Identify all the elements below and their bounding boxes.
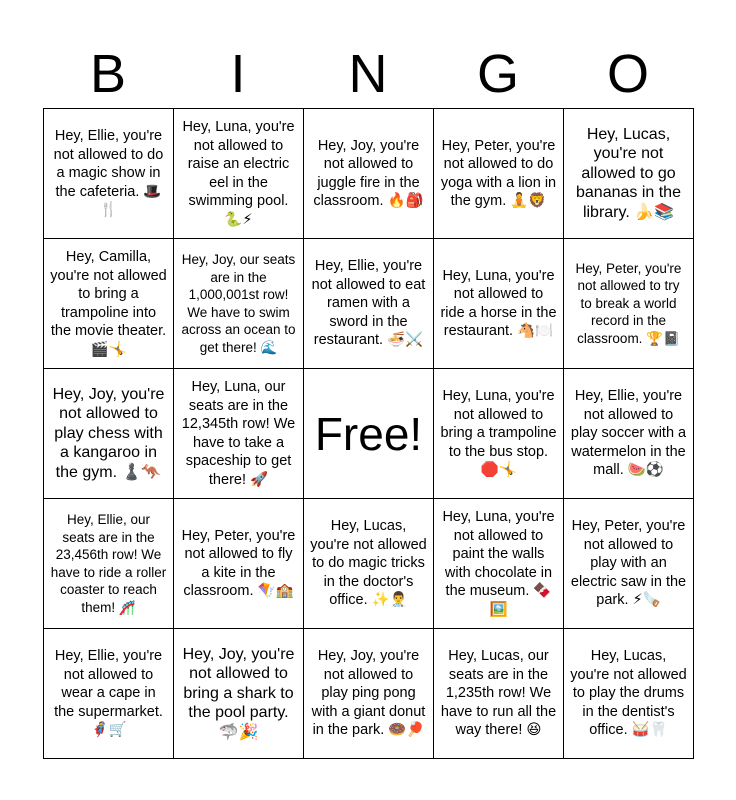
- bingo-cell[interactable]: Hey, Ellie, you're not allowed to do a magic show in the cafeteria. 🎩🍴: [44, 109, 174, 239]
- bingo-cell[interactable]: Hey, Ellie, you're not allowed to eat ramen with a sword in the restaurant. 🍜⚔️: [304, 239, 434, 369]
- bingo-row: [44, 109, 694, 239]
- bingo-cell[interactable]: Hey, Peter, you're not allowed to fly a kite in the classroom. 🪁🏫: [174, 499, 304, 629]
- bingo-cell[interactable]: Hey, Ellie, you're not allowed to wear a cape in the supermarket. 🦸🛒: [44, 629, 174, 759]
- bingo-cell[interactable]: Hey, Peter, you're not allowed to try to break a world record in the classroom. 🏆📓: [564, 239, 694, 369]
- header-letter-o: O: [606, 44, 649, 104]
- bingo-row: [44, 629, 694, 759]
- bingo-cell[interactable]: Hey, Lucas, you're not allowed to go bananas in the library. 🍌📚: [564, 109, 694, 239]
- header-letter-n: N: [348, 44, 388, 104]
- bingo-cell[interactable]: Hey, Luna, you're not allowed to bring a trampoline to the bus stop. 🛑🤸: [434, 369, 564, 499]
- bingo-cell[interactable]: Hey, Ellie, our seats are in the 23,456th row! We have to ride a roller coaster to reach them! 🎢: [44, 499, 174, 629]
- bingo-cell[interactable]: Hey, Luna, our seats are in the 12,345th row! We have to take a spaceship to get there! 🚀: [174, 369, 304, 499]
- header-letter-i: I: [230, 44, 246, 104]
- bingo-cell[interactable]: Hey, Lucas, you're not allowed to play the drums in the dentist's office. 🥁🦷: [564, 629, 694, 759]
- bingo-cell[interactable]: Hey, Luna, you're not allowed to paint the walls with chocolate in the museum. 🍫🖼️: [434, 499, 564, 629]
- bingo-cell[interactable]: Hey, Luna, you're not allowed to raise an electric eel in the swimming pool. 🐍⚡: [174, 109, 304, 239]
- header-letter-g: G: [476, 44, 519, 104]
- bingo-cell[interactable]: Hey, Joy, you're not allowed to play ping pong with a giant donut in the park. 🍩🏓: [304, 629, 434, 759]
- bingo-cell[interactable]: Hey, Lucas, you're not allowed to do magic tricks in the doctor's office. ✨👨‍⚕️: [304, 499, 434, 629]
- bingo-cell[interactable]: Hey, Luna, you're not allowed to ride a horse in the restaurant. 🐴🍽️: [434, 239, 564, 369]
- bingo-row: [44, 369, 694, 499]
- bingo-cell[interactable]: Hey, Ellie, you're not allowed to play soccer with a watermelon in the mall. 🍉⚽: [564, 369, 694, 499]
- bingo-cell[interactable]: Hey, Camilla, you're not allowed to bring a trampoline into the movie theater. 🎬🤸: [44, 239, 174, 369]
- bingo-row: [44, 499, 694, 629]
- header-letter-b: B: [89, 44, 127, 104]
- bingo-card: [43, 108, 694, 759]
- bingo-cell[interactable]: Hey, Joy, you're not allowed to juggle fire in the classroom. 🔥🎒: [304, 109, 434, 239]
- bingo-header: [43, 40, 693, 108]
- bingo-cell[interactable]: Hey, Joy, our seats are in the 1,000,001st row! We have to swim across an ocean to get there! 🌊: [174, 239, 304, 369]
- bingo-cell[interactable]: Hey, Peter, you're not allowed to do yoga with a lion in the gym. 🧘🦁: [434, 109, 564, 239]
- bingo-cell[interactable]: Hey, Lucas, our seats are in the 1,235th row! We have to run all the way there! 😆: [434, 629, 564, 759]
- bingo-row: [44, 239, 694, 369]
- bingo-cell[interactable]: Hey, Peter, you're not allowed to play with an electric saw in the park. ⚡🪚: [564, 499, 694, 629]
- free-space-cell[interactable]: Free!: [304, 369, 434, 499]
- bingo-cell[interactable]: Hey, Joy, you're not allowed to bring a shark to the pool party. 🦈🎉: [174, 629, 304, 759]
- bingo-cell[interactable]: Hey, Joy, you're not allowed to play chess with a kangaroo in the gym. ♟️🦘: [44, 369, 174, 499]
